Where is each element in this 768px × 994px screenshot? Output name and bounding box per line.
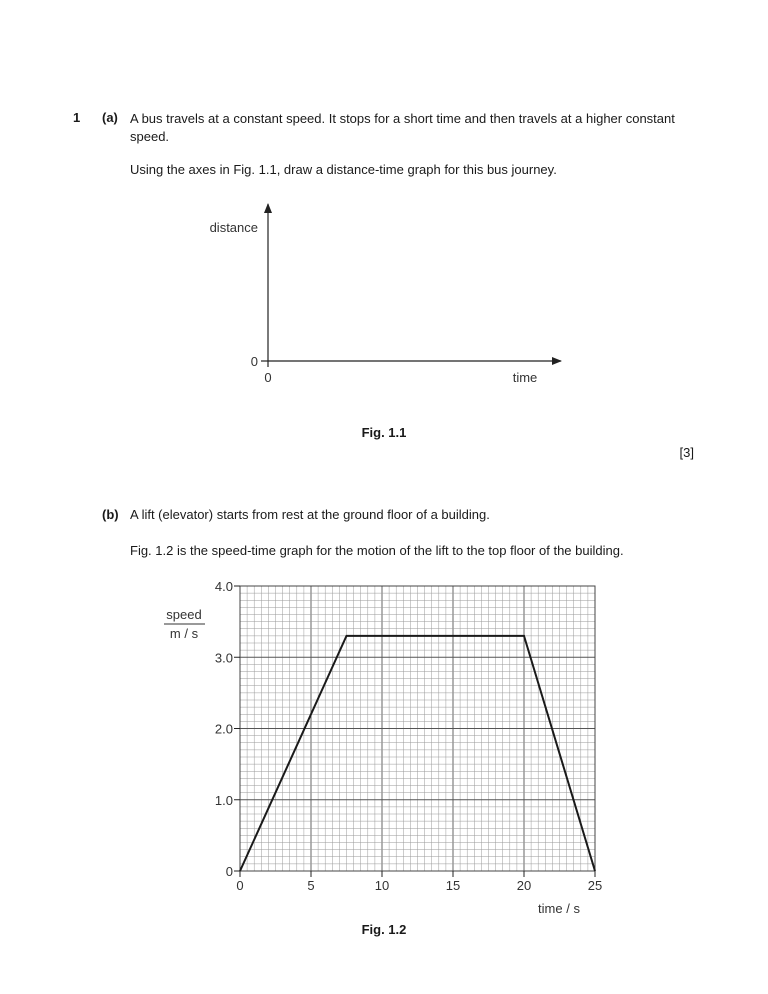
question-number: 1 — [73, 110, 81, 125]
fig1-y-label: distance — [209, 220, 258, 235]
part-b-text: A lift (elevator) starts from rest at the ground floor of a building. — [130, 507, 490, 522]
marks-allocation: [3] — [679, 445, 694, 460]
part-b-label: (b) — [102, 507, 119, 522]
x-tick-label: 10 — [374, 878, 390, 893]
chart-title: Fig. 1.2 — [361, 922, 407, 937]
fig1-caption: Fig. 1.1 — [361, 425, 407, 440]
figure-1-2-chart — [0, 560, 768, 980]
fig1-origin-y: 0 — [250, 354, 258, 369]
y-tick-label: 0 — [225, 864, 233, 879]
y-tick-label: 4.0 — [214, 579, 233, 594]
y-tick-label: 2.0 — [214, 721, 233, 737]
y-tick-label: 3.0 — [214, 650, 233, 666]
x-tick-label: 20 — [516, 878, 532, 893]
chart-grid — [240, 586, 595, 871]
x-tick-label: 5 — [307, 878, 315, 893]
chart-ticks — [215, 579, 602, 893]
fig1-origin-x: 0 — [264, 370, 272, 385]
figure-1-1-axes — [0, 0, 768, 470]
x-tick-label: 0 — [236, 878, 244, 893]
x-tick-label: 15 — [445, 878, 461, 893]
y-tick-label: 1.0 — [214, 792, 233, 808]
part-b-text2: Fig. 1.2 is the speed-time graph for the motion of the lift to the top floor of the building. — [130, 543, 624, 558]
part-a-instruction: Using the axes in Fig. 1.1, draw a distance-time graph for this bus journey. — [130, 162, 557, 177]
chart-ylabel-top: speed — [166, 607, 202, 622]
fig1-x-label: time — [512, 370, 538, 385]
x-tick-label: 25 — [587, 878, 603, 893]
part-a-label: (a) — [102, 110, 118, 125]
chart-xlabel: time / s — [538, 901, 580, 916]
part-a-text: A bus travels at a constant speed. It stops for a short time and then travels at a higher constant speed. — [130, 111, 675, 144]
chart-ylabel-bottom: m / s — [169, 626, 199, 641]
